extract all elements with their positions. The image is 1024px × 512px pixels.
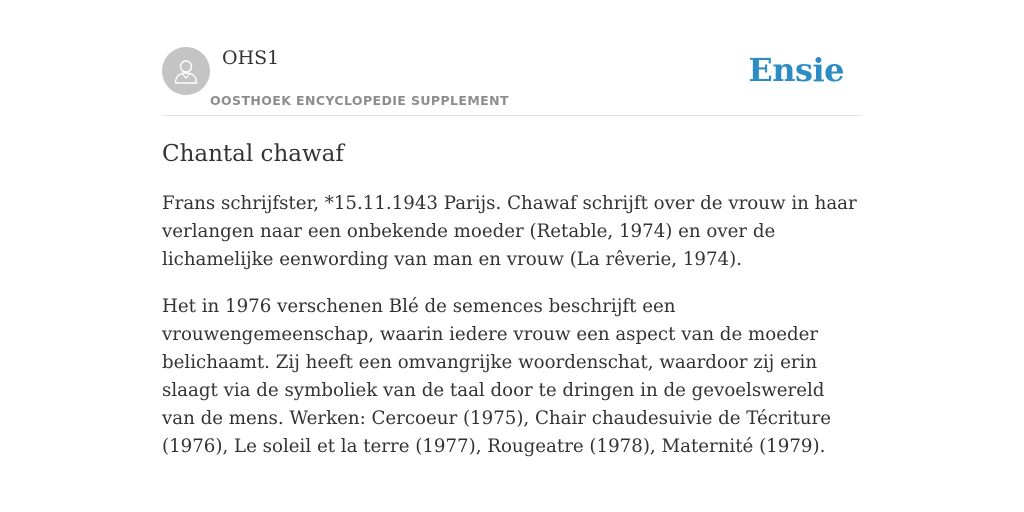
article-title: Chantal chawaf bbox=[162, 141, 344, 167]
article bbox=[162, 138, 862, 480]
ensie-logo[interactable]: Ensie bbox=[748, 51, 844, 89]
author-name[interactable]: OHS1 bbox=[222, 47, 280, 69]
header bbox=[162, 46, 862, 116]
user-outline-icon bbox=[171, 56, 201, 86]
source-label[interactable]: OOSTHOEK ENCYCLOPEDIE SUPPLEMENT bbox=[210, 93, 509, 108]
article-paragraph-2: Het in 1976 verschenen Blé de semences beschrijft een vrouwengemeenschap, waarin iedere vrouw een aspect van de moeder belichaamt. Zij heeft een omvangrijke woordenschat, waardoor zij erin slaagt via de symboliek van de taal door te dringen in de gevoelswereld van de mens. Werken: Cercoeur (1975), Chair chaudesuivie de Técriture (1976), Le soleil et la terre (1977), Rougeatre (1978), Maternité (1979). bbox=[162, 296, 831, 457]
user-avatar-icon[interactable] bbox=[162, 47, 210, 95]
article-paragraph-1: Frans schrijfster, *15.11.1943 Parijs. Chawaf schrijft over de vrouw in haar verlangen naar een onbekende moeder (Retable, 1974) en over de lichamelijke eenwording van man en vrouw (La rêverie, 1974). bbox=[162, 193, 857, 270]
